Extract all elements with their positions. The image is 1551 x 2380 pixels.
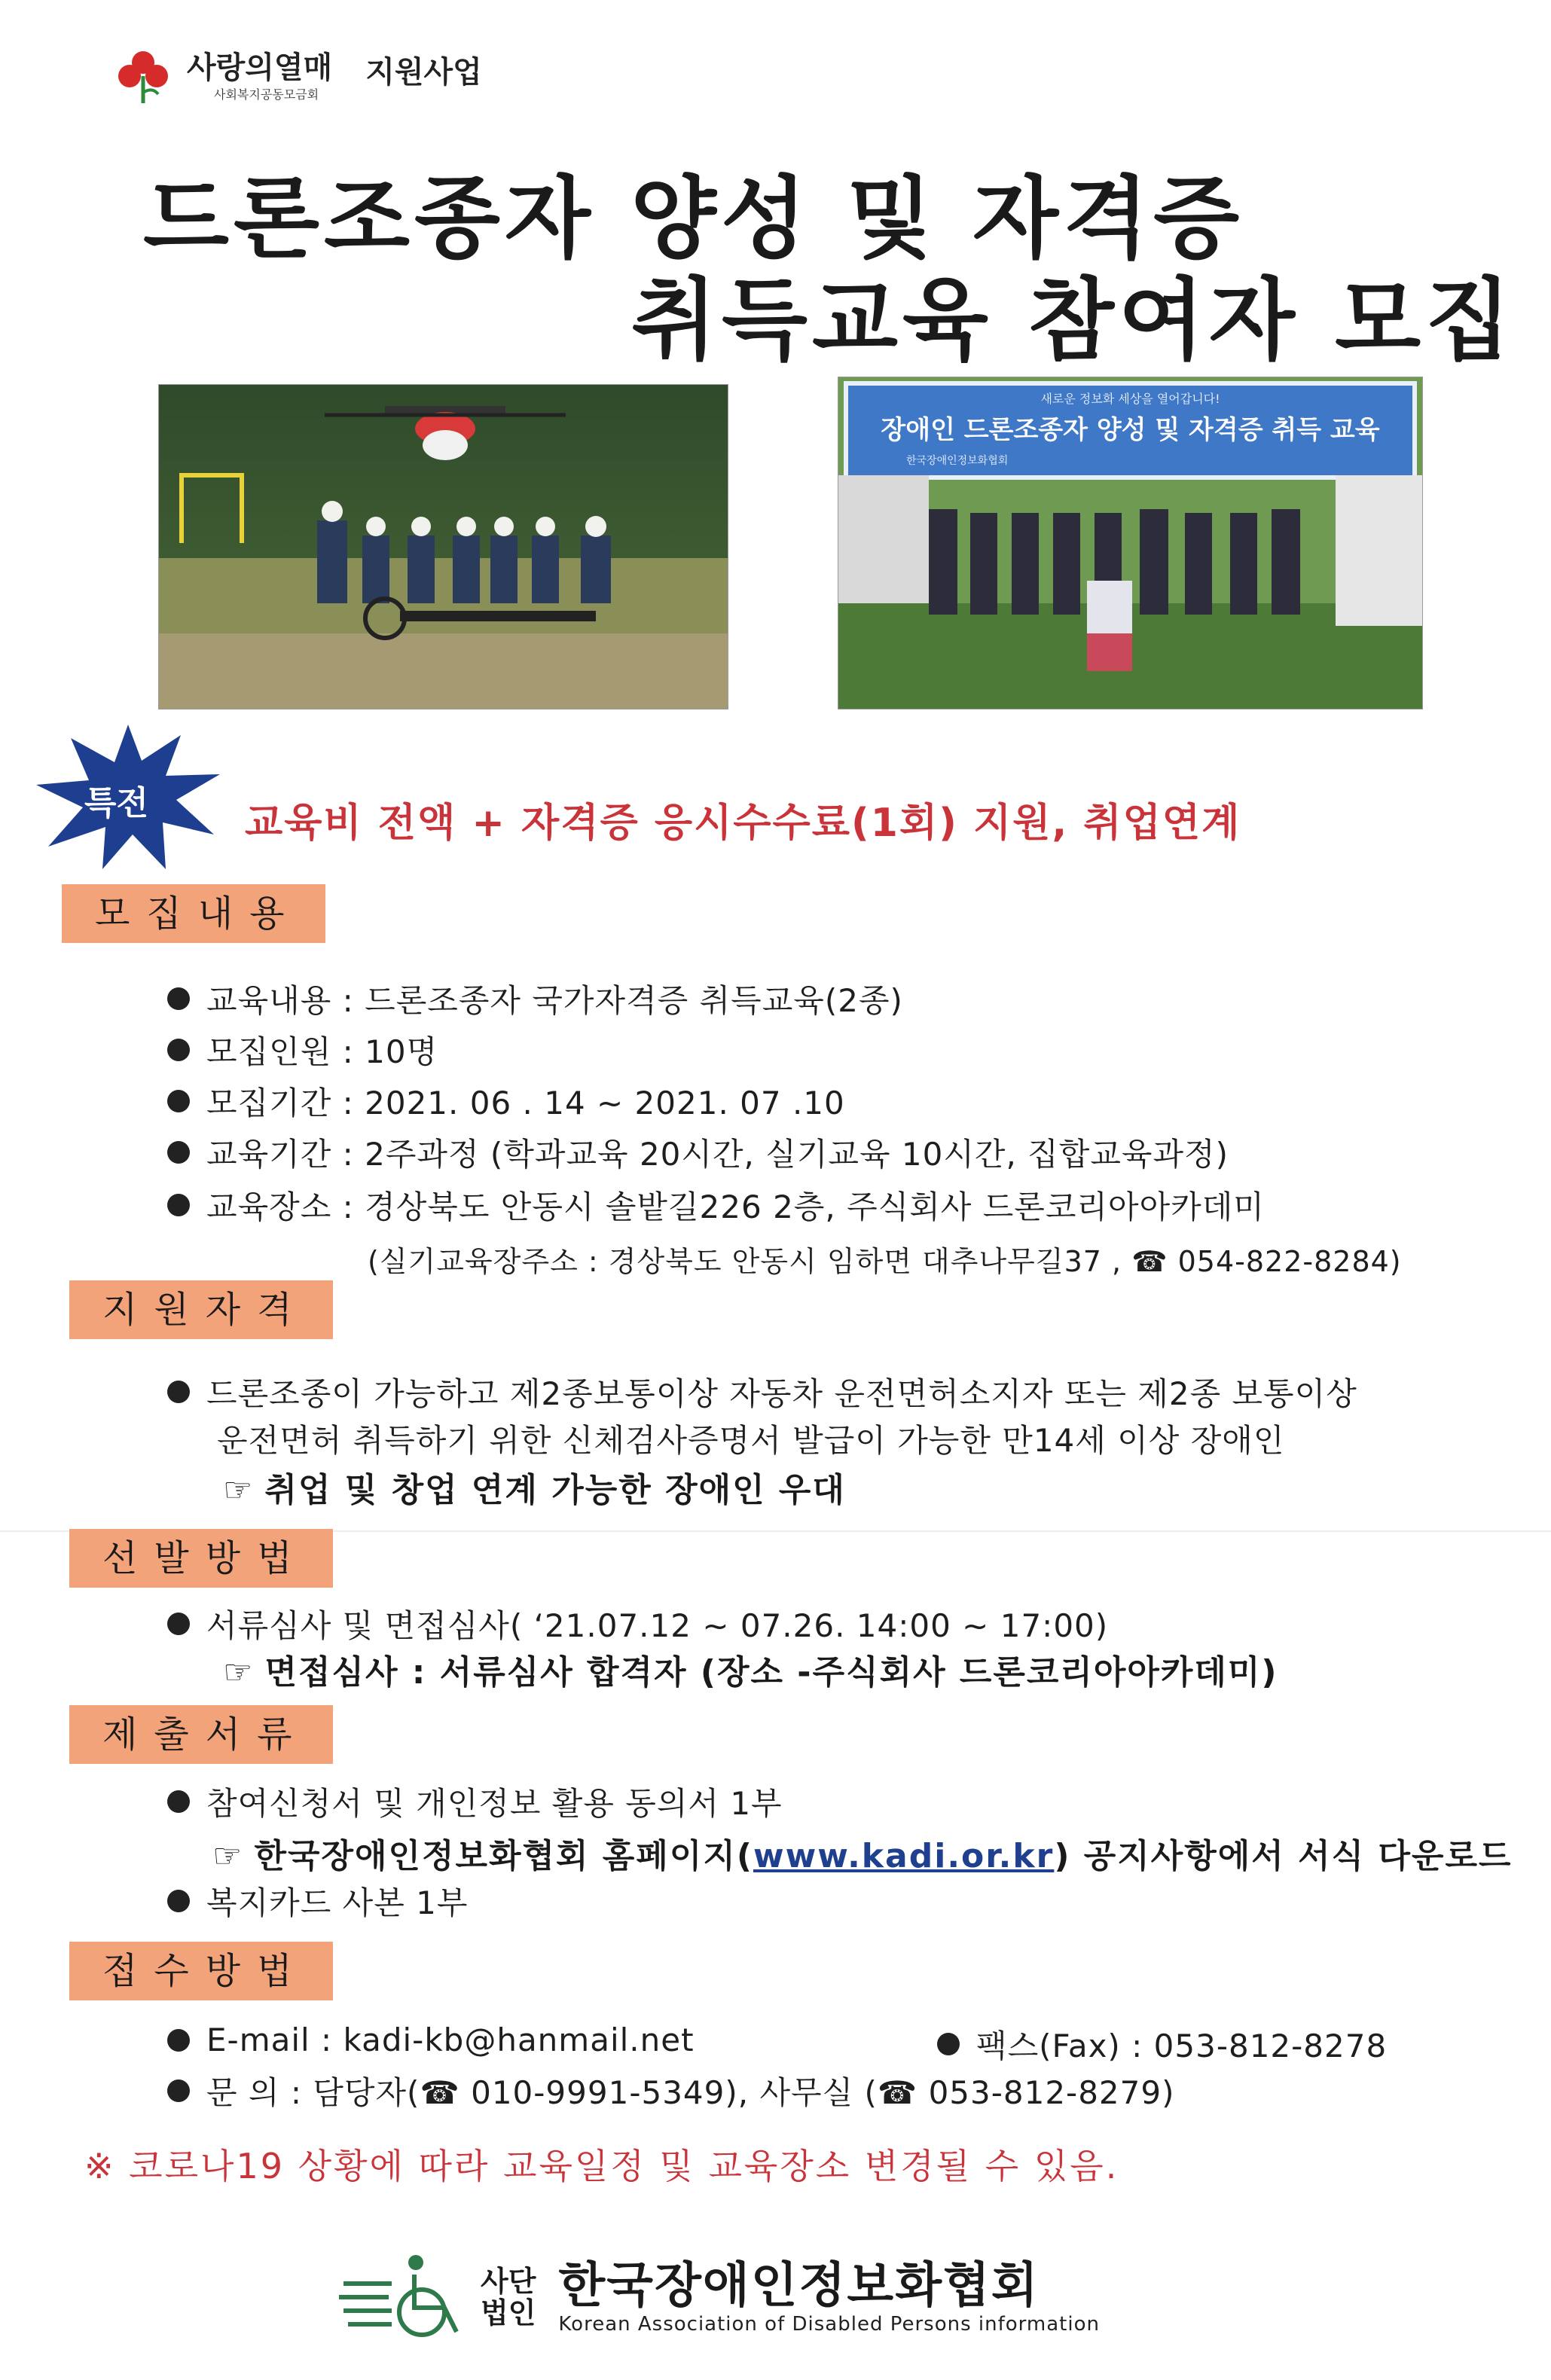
banner-small-text: 새로운 정보화 세상을 열어갑니다! (1040, 392, 1220, 406)
recruit-item: 모집인원 : 10명 (167, 1027, 438, 1073)
pointing-hand-icon: ☞ (212, 1837, 244, 1875)
pointing-hand-icon: ☞ (223, 1653, 255, 1692)
wheelchair-logo-icon (339, 2252, 467, 2342)
footer-organization (339, 2252, 1100, 2342)
perk-text: 교육비 전액 + 자격증 응시수수료(1회) 지원, 취업연계 (245, 801, 1241, 846)
bullet-icon (167, 1613, 190, 1635)
bullet-icon (167, 1790, 190, 1813)
organization-name: 한국장애인정보화협회 (558, 2258, 1040, 2314)
qualification-item-continued: 운전면허 취득하기 위한 신체검사증명서 발급이 가능한 만14세 이상 장애인 (217, 1422, 1285, 1459)
drone-training-photo (158, 384, 728, 709)
recruit-item: 교육기간 : 2주과정 (학과교육 20시간, 실기교육 10시간, 집합교육과정) (167, 1130, 1229, 1175)
documents-item: 복지카드 사본 1부 (167, 1878, 468, 1924)
recruit-item: 모집기간 : 2021. 06 . 14 ~ 2021. 07 .10 (167, 1079, 845, 1124)
title-line-1: 드론조종자 양성 및 자격증 (143, 166, 1244, 270)
bullet-icon (167, 1090, 190, 1112)
bullet-icon (167, 1039, 190, 1061)
bullet-icon (167, 1890, 190, 1912)
bullet-icon (167, 1194, 190, 1216)
sponsor-header (113, 42, 482, 110)
pointing-hand-icon: ☞ (223, 1471, 255, 1509)
kadi-homepage-link[interactable]: www.kadi.or.kr (753, 1837, 1055, 1875)
apply-inquiry: 문 의 : 담당자(☎ 010-9991-5349), 사무실 (☎ 053-812-8279) (167, 2068, 1174, 2113)
drone-group-photo-illustration (159, 385, 728, 709)
bullet-icon (937, 2033, 960, 2055)
bullet-icon (167, 2079, 190, 2102)
apply-fax: 팩스(Fax) : 053-812-8278 (937, 2021, 1387, 2067)
bullet-icon (167, 1381, 190, 1403)
sponsor-name: 사랑의열매 (187, 50, 333, 85)
banner-main-text: 장애인 드론조종자 양성 및 자격증 취득 교육 (881, 415, 1380, 445)
practice-site-note: (실기교육장주소 : 경상북도 안동시 임하면 대추나무길37 , ☎ 054-822-8284) (368, 1245, 1402, 1278)
sponsor-subtitle: 사회복지공동모금회 (214, 87, 319, 102)
perk-badge-label: 특전 (84, 784, 149, 822)
selection-item: 서류심사 및 면접심사( ‘21.07.12 ~ 07.26. 14:00 ~ 17:00) (167, 1601, 1108, 1646)
download-note: ☞ 한국장애인정보화협회 홈페이지(www.kadi.or.kr) 공지사항에서 서식 다운로드 (212, 1837, 1513, 1875)
recruit-item: 교육장소 : 경상북도 안동시 솔밭길226 2층, 주식회사 드론코리아아카데미 (167, 1182, 1265, 1228)
bullet-icon (167, 1141, 190, 1164)
qualification-preference-note: ☞ 취업 및 창업 연계 가능한 장애인 우대 (223, 1471, 846, 1509)
covid-warning: ※ 코로나19 상황에 따라 교육일정 및 교육장소 변경될 수 있음. (84, 2146, 1119, 2186)
banner-org-text: 한국장애인정보화협회 (906, 455, 1009, 467)
section-label-apply: 접수방법 (69, 1942, 333, 2000)
organization-english-name: Korean Association of Disabled Persons information (558, 2313, 1100, 2336)
corp-label-bottom: 법인 (481, 2296, 536, 2330)
perk-starburst-badge (33, 722, 223, 872)
title-line-2: 취득교육 참여자 모집 (631, 268, 1516, 372)
section-label-selection: 선발방법 (69, 1529, 333, 1588)
interview-note: ☞ 면접심사 : 서류심사 합격자 (장소 -주식회사 드론코리아아카데미) (223, 1653, 1278, 1692)
section-label-recruit: 모집내용 (62, 884, 325, 943)
bullet-icon (167, 987, 190, 1010)
qualification-item: 드론조종이 가능하고 제2종보통이상 자동차 운전면허소지자 또는 제2종 보통이상 (167, 1369, 1357, 1414)
section-label-documents: 제출서류 (69, 1705, 333, 1764)
love-fruit-logo-icon (113, 46, 173, 106)
training-ceremony-photo (838, 377, 1423, 709)
bullet-icon (167, 2029, 190, 2052)
apply-email: E-mail : kadi-kb@hanmail.net (167, 2021, 695, 2058)
corp-label-top: 사단 (481, 2265, 536, 2298)
section-label-qualification: 지원자격 (69, 1280, 333, 1339)
sponsor-support-text: 지원사업 (365, 55, 482, 90)
documents-item: 참여신청서 및 개인정보 활용 동의서 1부 (167, 1779, 783, 1824)
recruit-item: 교육내용 : 드론조종자 국가자격증 취득교육(2종) (167, 976, 903, 1021)
